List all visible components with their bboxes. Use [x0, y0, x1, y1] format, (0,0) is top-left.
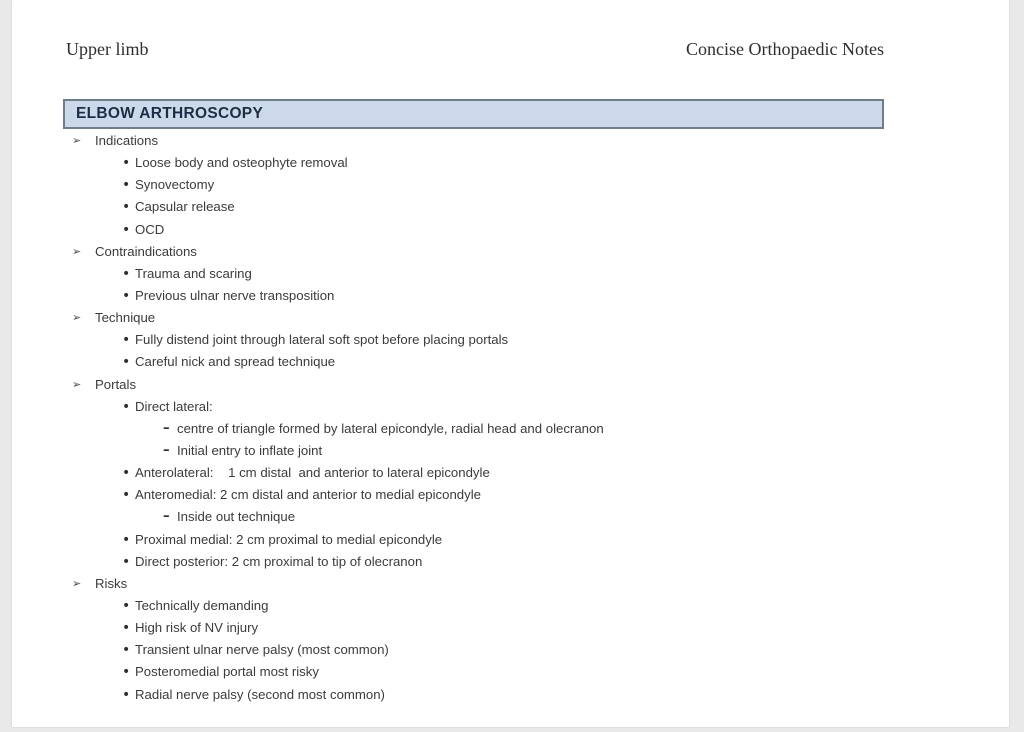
- list-item-text: High risk of NV injury: [135, 620, 259, 636]
- list-item: [12, 639, 1009, 661]
- list-item: [12, 484, 1009, 506]
- list-item-text: Anterolateral: 1 cm distal and anterior to lateral epicondyle: [135, 465, 490, 481]
- list-item: [12, 307, 1009, 329]
- list-item-text: Capsular release: [135, 199, 235, 215]
- list-item: [12, 551, 1009, 573]
- list-item: [12, 661, 1009, 683]
- list-item: [12, 595, 1009, 617]
- list-item: [12, 396, 1009, 418]
- dot-bullet-icon: •: [122, 686, 131, 703]
- list-item: [12, 241, 1009, 263]
- list-item: [12, 573, 1009, 595]
- arrow-bullet-icon: ➢: [72, 377, 82, 391]
- dot-bullet-icon: •: [122, 465, 131, 482]
- list-item: [12, 440, 1009, 462]
- dot-bullet-icon: •: [122, 642, 131, 659]
- list-item-text: Direct posterior: 2 cm proximal to tip of olecranon: [135, 553, 423, 569]
- list-item: [12, 196, 1009, 218]
- dot-bullet-icon: •: [122, 398, 131, 415]
- list-item-text: Direct lateral:: [135, 398, 213, 414]
- dash-bullet-icon: –: [163, 442, 170, 458]
- arrow-bullet-icon: ➢: [72, 311, 82, 325]
- dot-bullet-icon: •: [122, 531, 131, 548]
- list-item: [12, 219, 1009, 241]
- list-item-text: Previous ulnar nerve transposition: [135, 287, 335, 303]
- list-item-text: Loose body and osteophyte removal: [135, 155, 348, 171]
- running-header-book-title: Concise Orthopaedic Notes: [686, 39, 884, 59]
- list-item: [12, 684, 1009, 706]
- list-item-text: Fully distend joint through lateral soft spot before placing portals: [135, 332, 509, 348]
- dot-bullet-icon: •: [122, 155, 131, 172]
- list-item: [12, 506, 1009, 528]
- list-item-text: Careful nick and spread technique: [135, 354, 336, 370]
- dot-bullet-icon: •: [122, 221, 131, 238]
- dash-bullet-icon: –: [163, 509, 170, 525]
- list-item-text: Proximal medial: 2 cm proximal to medial epicondyle: [135, 531, 443, 547]
- section-heading-bar: [63, 99, 884, 129]
- list-item-text: Posteromedial portal most risky: [135, 664, 319, 680]
- list-item: [12, 263, 1009, 285]
- dot-bullet-icon: •: [122, 177, 131, 194]
- list-item-text: Trauma and scaring: [135, 265, 252, 281]
- list-item: [12, 374, 1009, 396]
- list-item: [12, 462, 1009, 484]
- arrow-bullet-icon: ➢: [72, 576, 82, 590]
- dot-bullet-icon: •: [122, 553, 131, 570]
- list-item: [12, 130, 1009, 152]
- list-item-text: centre of triangle formed by lateral epicondyle, radial head and olecranon: [177, 420, 604, 436]
- dot-bullet-icon: •: [122, 332, 131, 349]
- list-item: [12, 418, 1009, 440]
- list-item: [12, 285, 1009, 307]
- list-item-text: Radial nerve palsy (second most common): [135, 686, 385, 702]
- dot-bullet-icon: •: [122, 287, 131, 304]
- dot-bullet-icon: •: [122, 664, 131, 681]
- dot-bullet-icon: •: [122, 265, 131, 282]
- list-item: [12, 529, 1009, 551]
- list-item-text: Initial entry to inflate joint: [177, 442, 323, 458]
- list-item-text: Risks: [95, 575, 128, 591]
- dot-bullet-icon: •: [122, 487, 131, 504]
- dash-bullet-icon: –: [163, 420, 170, 436]
- list-item: [12, 617, 1009, 639]
- list-item-text: Technique: [95, 310, 156, 326]
- list-item-text: Inside out technique: [177, 509, 296, 525]
- outline-list: [12, 130, 1009, 706]
- list-item-text: OCD: [135, 221, 165, 237]
- list-item: [12, 351, 1009, 373]
- arrow-bullet-icon: ➢: [72, 134, 82, 147]
- list-item-text: Technically demanding: [135, 597, 269, 613]
- list-item-text: Transient ulnar nerve palsy (most common): [135, 642, 389, 658]
- running-header-section: Upper limb: [66, 39, 149, 59]
- section-title: ELBOW ARTHROSCOPY: [76, 105, 264, 122]
- list-item-text: Portals: [95, 376, 137, 392]
- arrow-bullet-icon: ➢: [72, 244, 82, 258]
- list-item-text: Anteromedial: 2 cm distal and anterior to medial epicondyle: [135, 487, 481, 503]
- document-page: [12, 0, 1009, 727]
- dot-bullet-icon: •: [122, 620, 131, 637]
- list-item: [12, 329, 1009, 351]
- list-item: [12, 152, 1009, 174]
- list-item-text: Contraindications: [95, 243, 197, 259]
- dot-bullet-icon: •: [122, 199, 131, 216]
- dot-bullet-icon: •: [122, 597, 131, 614]
- list-item: [12, 174, 1009, 196]
- list-item-text: Indications: [95, 133, 159, 148]
- list-item-text: Synovectomy: [135, 177, 215, 193]
- dot-bullet-icon: •: [122, 354, 131, 371]
